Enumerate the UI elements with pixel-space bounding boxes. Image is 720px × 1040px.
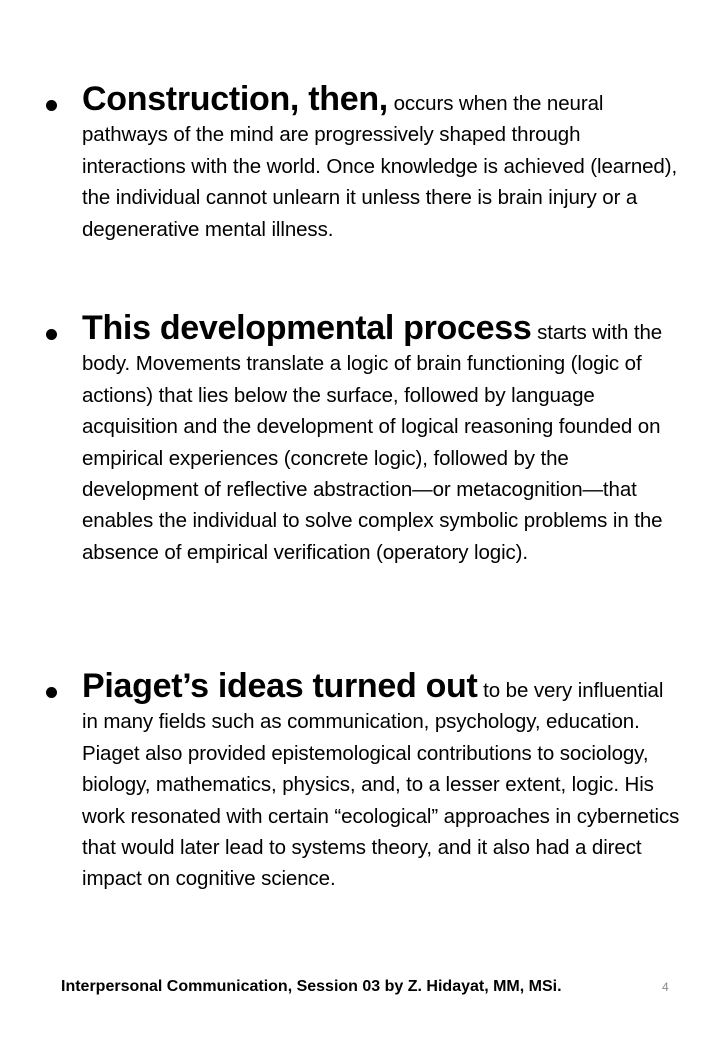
bullet-dot-icon xyxy=(46,329,57,340)
page-number: 4 xyxy=(662,980,669,994)
bullet-paragraph xyxy=(82,309,682,568)
bullet-item-construction xyxy=(46,80,678,245)
bullet-lead: This developmental process xyxy=(82,309,532,347)
bullet-dot-icon xyxy=(46,100,57,111)
bullet-item-developmental-process xyxy=(46,309,663,568)
bullet-body: starts with the body. Movements translate a logic of brain functioning (logic of actions) that lies below the surface, followed by language acquisition and the development of logical reasoning founded on empirical experiences (concrete logic), followed by the development of reflective abstraction—or metacognition—that enables the individual to solve complex symbolic problems in the absence of empirical verification (operatory logic). xyxy=(82,321,663,564)
bullet-lead: Piaget’s ideas turned out xyxy=(82,667,478,705)
bullet-dot-icon xyxy=(46,687,57,698)
bullet-item-piaget-ideas xyxy=(46,667,680,895)
bullet-paragraph xyxy=(82,667,682,895)
bullet-lead: Construction, then, xyxy=(82,80,388,118)
bullet-paragraph xyxy=(82,80,682,245)
bullet-body: to be very influential in many fields such as communication, psychology, education. Piaget also provided epistemological contributions to sociology, biology, mathematics, physics, and, to a lesser extent, logic. His work resonated with certain “ecological” approaches in cybernetics that would later lead to systems theory, and it also had a direct impact on cognitive science. xyxy=(82,679,680,891)
footer-text: Interpersonal Communication, Session 03 by Z. Hidayat, MM, MSi. xyxy=(61,978,562,995)
bullet-body: occurs when the neural pathways of the mind are progressively shaped through interactions with the world. Once knowledge is achieved (learned), the individual cannot unlearn it unless there is brain injury or a degenerative mental illness. xyxy=(82,92,678,241)
